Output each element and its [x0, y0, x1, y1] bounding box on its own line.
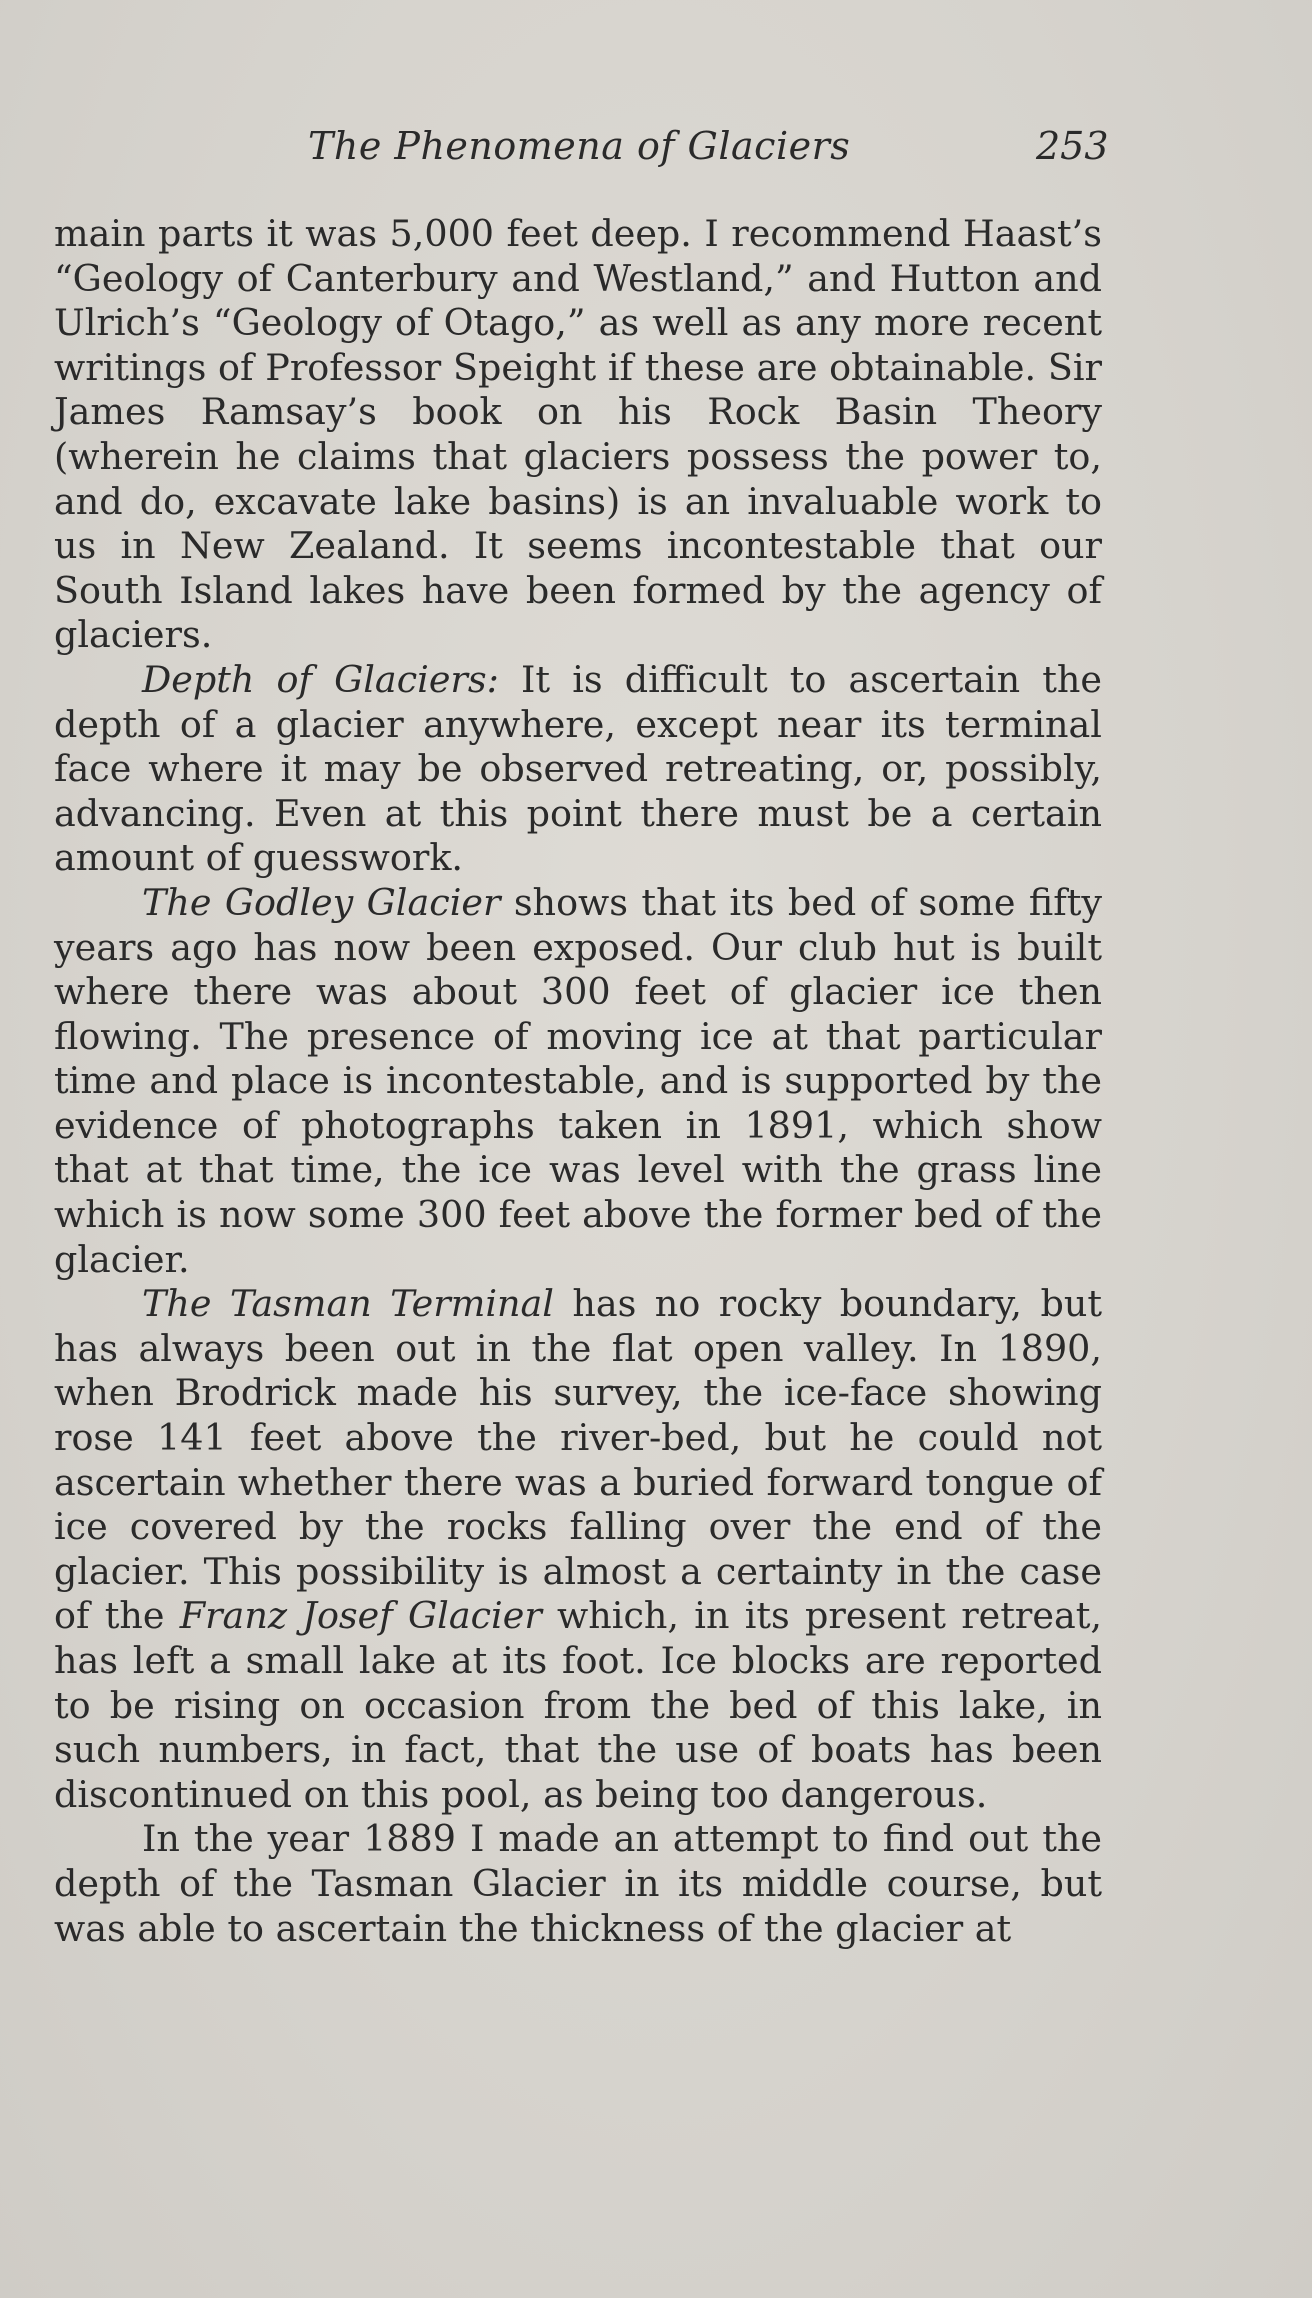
- paragraph-lead: Depth of Glaciers:: [142, 657, 499, 701]
- paragraph-3: [54, 881, 1102, 1282]
- paragraph-4: [54, 1282, 1102, 1817]
- paragraph-5: [54, 1817, 1102, 1951]
- paragraph-text: It is difficult to ascertain the depth of a glacier anywhere, except near its terminal face where it may be observed retreating, or, possibly, advancing. Even at this point there must be a certain amount of guesswork.: [54, 657, 1102, 880]
- paragraph-text-tail: which, in its present retreat, has left a small lake at its foot. Ice blocks are reported to be rising on occasion from the bed of this lake, in such numbers, in fact, that the use of boats has been discontinued on this pool, as being too dangerous.: [54, 1594, 1103, 1816]
- running-head: [0, 124, 1312, 180]
- paragraph-text: has no rocky boundary, but has always been out in the flat open valley. In 1890, when Brodrick made his survey, the ice-face showing rose 141 feet above the river-bed, but he could not ascertain whether there was a buried forward tongue of ice covered by the rocks falling over the end of the glacier. This possibility is almost a certainty in the case of the: [54, 1282, 1102, 1638]
- paragraph-lead: The Tasman Terminal: [142, 1282, 554, 1326]
- body-text: [54, 212, 1102, 1951]
- paragraph-text: main parts it was 5,000 feet deep. I recommend Haast’s “Geology of Canterbury and Westland,” and Hutton and Ulrich’s “Geology of Otago,” as well as any more recent writings of Professor Speight if these are obtainable. Sir James Ramsay’s book on his Rock Basin Theory (wherein he claims that glaciers possess the power to, and do, excavate lake basins) is an invaluable work to us in New Zealand. It seems incontestable that our South Island lakes have been formed by the agency of glaciers.: [54, 212, 1102, 657]
- running-title: The Phenomena of Glaciers: [308, 124, 851, 168]
- paragraph-text: shows that its bed of some fifty years ago has now been exposed. Our club hut is built where there was about 300 feet of glacier ice then flowing. The presence of moving ice at that particular time and place is incontestable, and is supported by the evidence of photographs taken in 1891, which show that at that time, the ice was level with the grass line which is now some 300 feet above the former bed of the glacier.: [54, 880, 1102, 1281]
- paragraph-italic-term: Franz Josef Glacier: [179, 1594, 542, 1638]
- page-number: 253: [1036, 124, 1109, 168]
- paragraph-2: [54, 658, 1102, 881]
- paragraph-text: In the year 1889 I made an attempt to find out the depth of the Tasman Glacier in its middle course, but was able to ascertain the thickness of the glacier at: [54, 1817, 1102, 1950]
- paragraph-lead: The Godley Glacier: [142, 880, 501, 924]
- paragraph-1: [54, 212, 1102, 658]
